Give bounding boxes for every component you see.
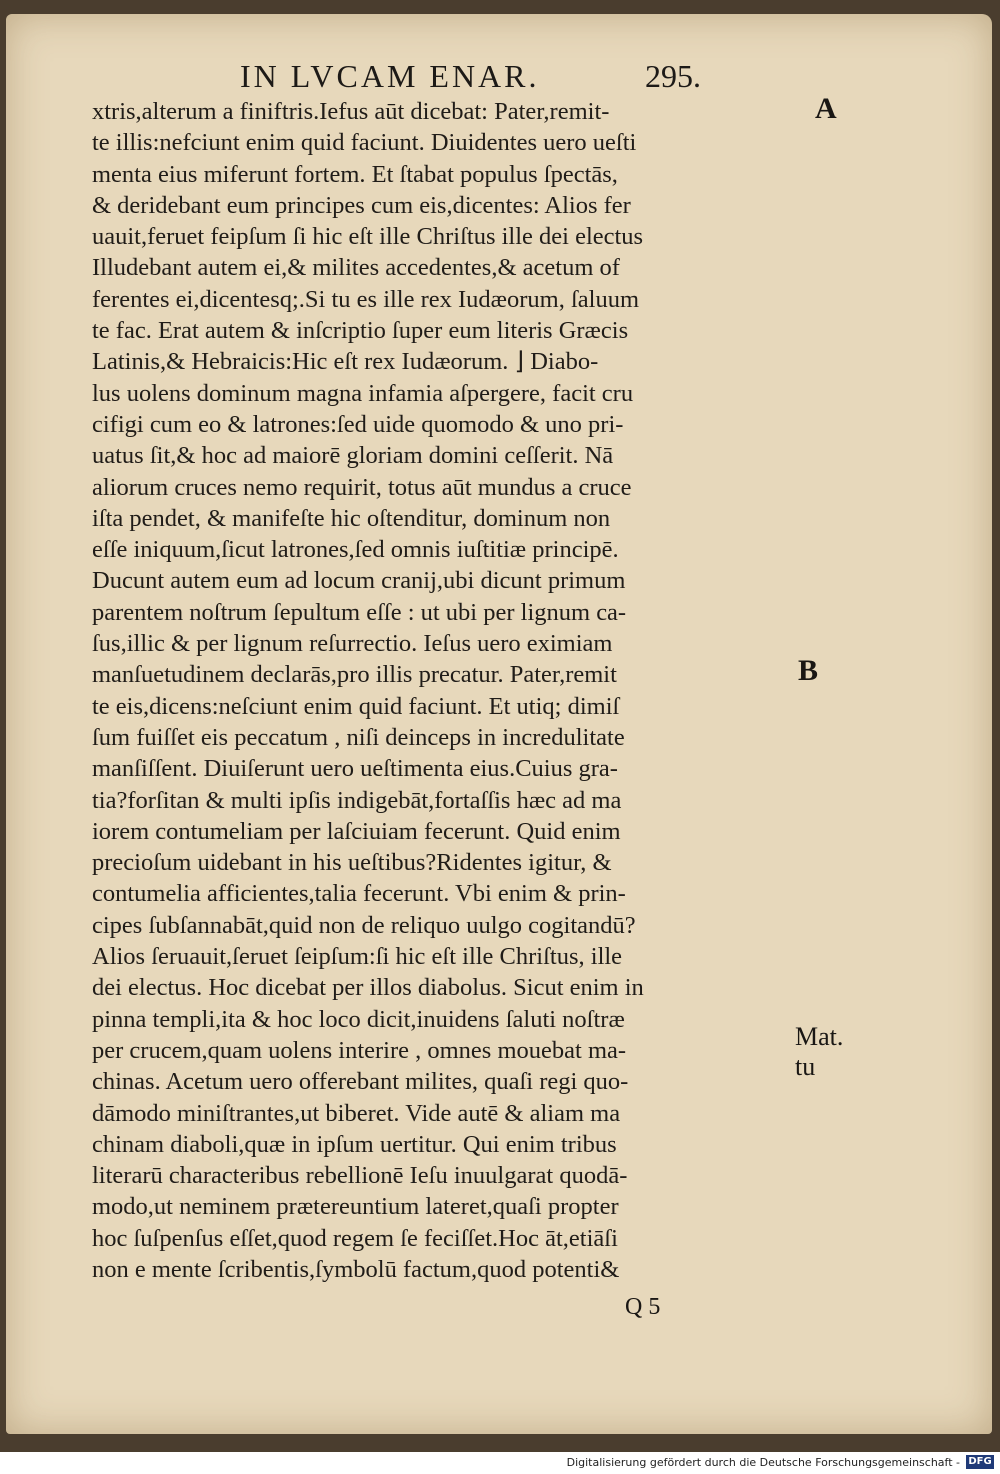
text-line: modo,ut neminem prætereuntium lateret,quaſi propter xyxy=(92,1193,619,1221)
text-line: Latinis,& Hebraicis:Hic eſt rex Iudæorum. ⌋ Diabo- xyxy=(92,348,599,376)
text-line: Ducunt autem eum ad locum cranij,ubi dicunt primum xyxy=(92,567,626,595)
text-line: te eis,dicens:neſciunt enim quid faciunt. Et utiq; dimiſ xyxy=(92,692,620,720)
text-line: iorem contumeliam per laſciuiam fecerunt. Quid enim xyxy=(92,817,621,845)
text-line: chinas. Acetum uero offerebant milites, quaſi regi quo- xyxy=(92,1068,629,1096)
text-line: & deridebant eum principes cum eis,dicentes: Alios fer xyxy=(92,191,631,219)
text-line: manſuetudinem declarās,pro illis precatur. Pater,remit xyxy=(92,661,617,689)
text-line: chinam diaboli,quæ in ipſum uertitur. Qui enim tribus xyxy=(92,1130,617,1158)
text-line: tia?forſitan & multi ipſis indigebāt,fortaſſis hæc ad ma xyxy=(92,786,622,814)
text-line: Illudebant autem ei,& milites accedentes,& acetum of xyxy=(92,254,620,282)
text-line: ſus,illic & per lignum reſurrectio. Ieſus uero eximiam xyxy=(92,630,613,658)
signature-mark: Q 5 xyxy=(625,1294,661,1320)
page-number: 295. xyxy=(645,58,701,94)
text-line: dāmodo miniſtrantes,ut biberet. Vide autē & aliam ma xyxy=(92,1099,621,1127)
text-line: hoc ſuſpenſus eſſet,quod regem ſe feciſſet.Hoc āt,etiāſi xyxy=(92,1224,618,1252)
text-line: Alios ſeruauit,ſeruet ſeipſum:ſi hic eſt ille Chriſtus, ille xyxy=(92,943,623,971)
dfg-logo: DFG xyxy=(966,1455,994,1469)
text-line: contumelia afficientes,talia fecerunt. Vbi enim & prin- xyxy=(92,880,626,908)
text-line: parentem noſtrum ſepultum eſſe : ut ubi per lignum ca- xyxy=(92,598,627,626)
text-line: cipes ſubſannabāt,quid non de reliquo uulgo cogitandū? xyxy=(92,911,636,939)
text-line: dei electus. Hoc dicebat per illos diabolus. Sicut enim in xyxy=(92,974,644,1002)
text-line: lus uolens dominum magna infamia aſpergere, facit cru xyxy=(92,379,634,407)
footer-credit: Digitalisierung gefördert durch die Deutsche Forschungsgemeinschaft - xyxy=(566,1456,960,1469)
body-text xyxy=(92,96,792,1285)
marginal-note xyxy=(795,1022,843,1082)
text-line: literarū characteribus rebellionē Ieſu inuulgarat quodā- xyxy=(92,1162,628,1190)
margin-marker-b: B xyxy=(798,654,819,687)
text-line: te illis:nefciunt enim quid faciunt. Diuidentes uero ueſti xyxy=(92,129,637,157)
text-line: per crucem,quam uolens interire , omnes mouebat ma- xyxy=(92,1036,627,1064)
text-line: ſum fuiſſet eis peccatum , niſi deinceps in incredulitate xyxy=(92,723,625,751)
marginal-note-line: Mat. xyxy=(795,1022,844,1051)
text-line: iſta pendet, & manifeſte hic oſtenditur, dominum non xyxy=(92,504,611,532)
text-line: manſiſſent. Diuiſerunt uero ueſtimenta eius.Cuius gra- xyxy=(92,755,618,783)
text-line: ferentes ei,dicentesq;.Si tu es ille rex Iudæorum, ſaluum xyxy=(92,285,640,313)
text-line: menta eius miferunt fortem. Et ſtabat populus ſpectās, xyxy=(92,160,618,188)
margin-marker-a: A xyxy=(815,92,837,125)
text-line: xtris,alterum a finiftris.Iefus aūt dicebat: Pater,remit- xyxy=(92,98,610,125)
marginal-note-line: tu xyxy=(795,1052,816,1081)
text-line: aliorum cruces nemo requirit, totus aūt mundus a cruce xyxy=(92,473,632,501)
text-line: cifigi cum eo & latrones:ſed uide quomodo & uno pri- xyxy=(92,410,624,438)
running-head: IN LVCAM ENAR. xyxy=(240,58,540,94)
text-line: non e mente ſcribentis,ſymbolū factum,quod potenti& xyxy=(92,1255,620,1283)
text-line: uatus ſit,& hoc ad maiorē gloriam domini ceſſerit. Nā xyxy=(92,442,614,470)
text-line: uauit,feruet feipſum ſi hic eſt ille Chriſtus ille dei electus xyxy=(92,223,644,251)
text-line: te fac. Erat autem & inſcriptio ſuper eum literis Græcis xyxy=(92,317,629,345)
text-line: eſſe iniquum,ſicut latrones,ſed omnis iuſtitiæ principē. xyxy=(92,536,619,564)
text-line: pinna templi,ita & hoc loco dicit,inuidens ſaluti noſtræ xyxy=(92,1005,625,1033)
text-line: precioſum uidebant in his ueſtibus?Ridentes igitur, & xyxy=(92,849,612,877)
